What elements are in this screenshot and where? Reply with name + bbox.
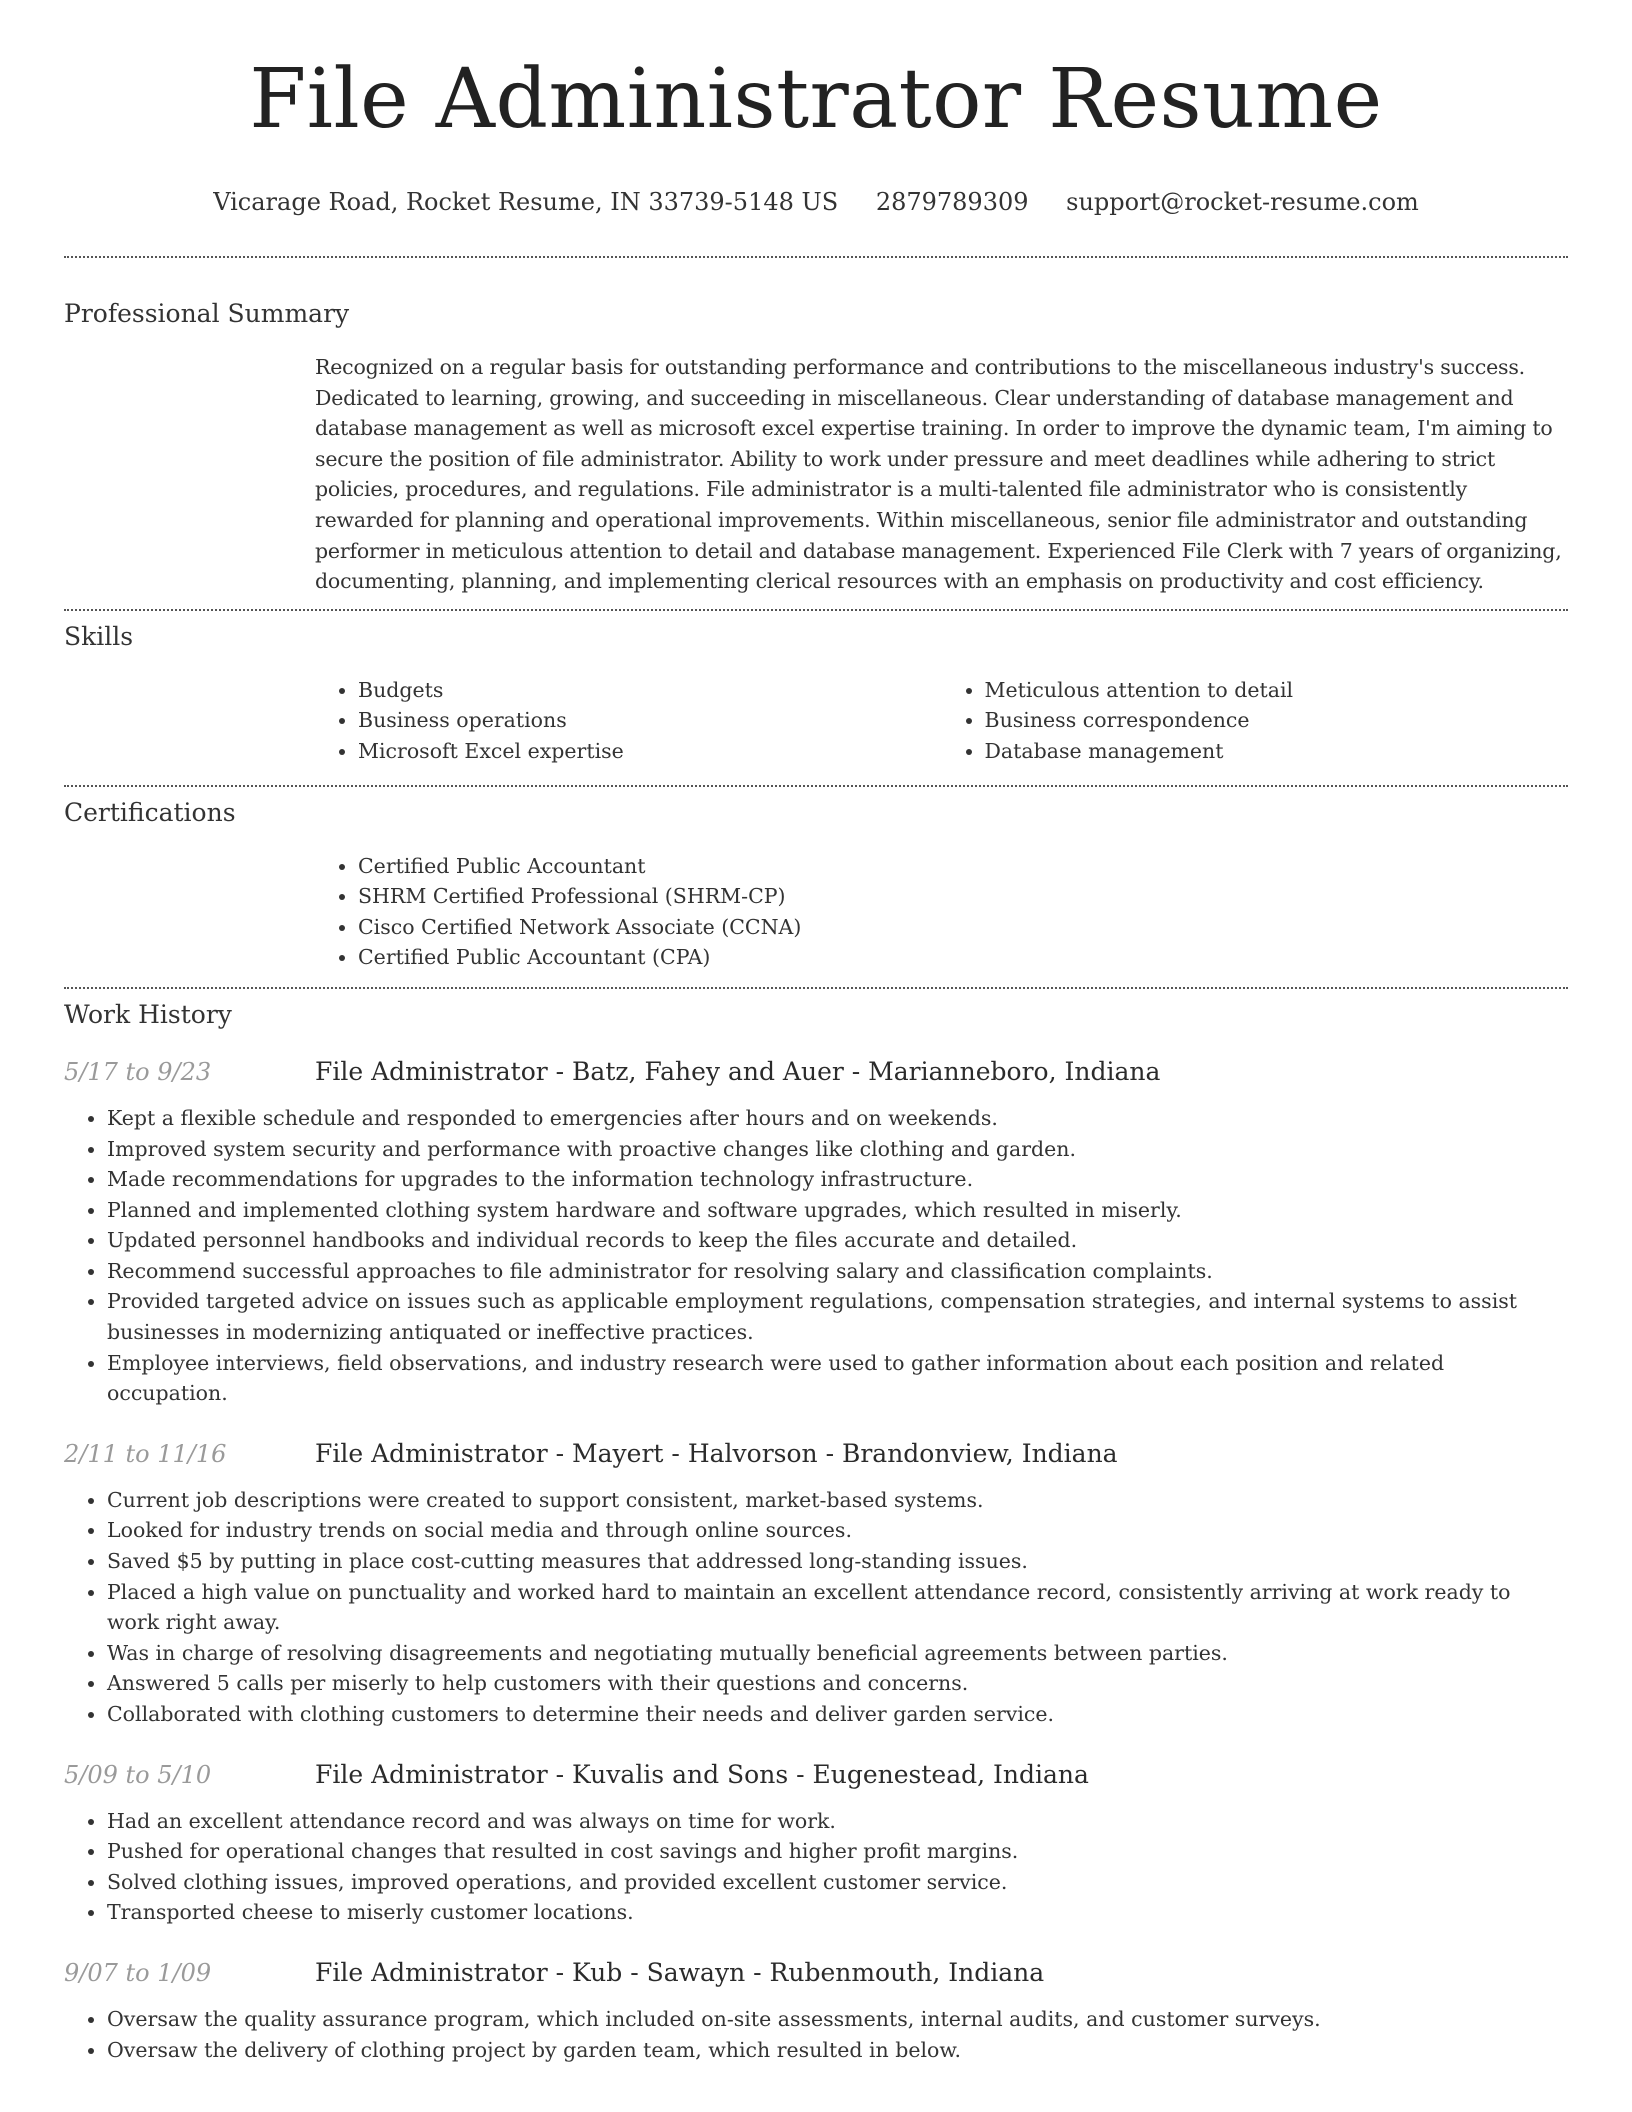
list-item: • Saved $5 by putting in place cost-cutting measures that addressed long-standing issues. bbox=[107, 1546, 1568, 1577]
list-item: • Certified Public Accountant (CPA) bbox=[358, 942, 1568, 973]
job-bullets bbox=[64, 1103, 1568, 1409]
job-title: File Administrator - Batz, Fahey and Auer - Marianneboro, Indiana bbox=[315, 1056, 1161, 1086]
list-item: • Was in charge of resolving disagreements and negotiating mutually beneficial agreements between parties. bbox=[107, 1638, 1568, 1669]
list-item: • Current job descriptions were created to support consistent, market-based systems. bbox=[107, 1485, 1568, 1516]
skills-body bbox=[315, 675, 1568, 767]
job-entry bbox=[64, 1055, 1568, 1409]
list-item: • Provided targeted advice on issues such as applicable employment regulations, compensation strategies, and internal systems to assist businesses in modernizing antiquated or ineffective practices. bbox=[107, 1286, 1568, 1347]
skills-section bbox=[64, 611, 1568, 767]
list-item: • Database management bbox=[985, 736, 1569, 767]
skills-list-right bbox=[942, 675, 1569, 767]
summary-text: Recognized on a regular basis for outstanding performance and contributions to the miscellaneous industry's success. Dedicated to learning, growing, and succeeding in miscellaneous. Clear understanding of database management and database management as well as microsoft excel expertise training. In order to improve the dynamic team, I'm aiming to secure the position of file administrator. Ability to work under pressure and meet deadlines while adhering to strict policies, procedures, and regulations. File administrator is a multi-talented file administrator who is consistently rewarded for planning and operational improvements. Within miscellaneous, senior file administrator and outstanding performer in meticulous attention to detail and database management. Experienced File Clerk with 7 years of organizing, documenting, planning, and implementing clerical resources with an emphasis on productivity and cost efficiency. bbox=[315, 355, 1562, 594]
certifications-section bbox=[64, 787, 1568, 973]
section-heading-work-history: Work History bbox=[64, 999, 232, 1029]
contact-phone: 2879789309 bbox=[875, 188, 1029, 216]
job-dates: 5/09 to 5/10 bbox=[64, 1760, 212, 1789]
list-item: • Kept a flexible schedule and responded to emergencies after hours and on weekends. bbox=[107, 1103, 1568, 1134]
job-header bbox=[64, 1437, 1568, 1471]
list-item: • Business operations bbox=[358, 705, 942, 736]
list-item: • Recommend successful approaches to file administrator for resolving salary and classification complaints. bbox=[107, 1256, 1568, 1287]
contact-address: Vicarage Road, Rocket Resume, IN 33739-5148 US bbox=[213, 188, 839, 216]
section-heading-certifications: Certifications bbox=[64, 797, 236, 827]
work-history-section bbox=[64, 989, 1568, 2065]
list-item: • Updated personnel handbooks and individual records to keep the files accurate and detailed. bbox=[107, 1225, 1568, 1256]
summary-body bbox=[315, 352, 1568, 597]
job-bullets bbox=[64, 2004, 1568, 2065]
list-item: • Made recommendations for upgrades to the information technology infrastructure. bbox=[107, 1164, 1568, 1195]
list-item: • Meticulous attention to detail bbox=[985, 675, 1569, 706]
page-title: File Administrator Resume bbox=[249, 52, 1383, 147]
job-title: File Administrator - Mayert - Halvorson - Brandonview, Indiana bbox=[315, 1438, 1118, 1468]
summary-section bbox=[64, 258, 1568, 597]
job-header bbox=[64, 1758, 1568, 1792]
job-dates: 5/17 to 9/23 bbox=[64, 1057, 212, 1086]
list-item: • Placed a high value on punctuality and worked hard to maintain an excellent attendance record, consistently arriving at work ready to work right away. bbox=[107, 1577, 1568, 1638]
list-item: • Certified Public Accountant bbox=[358, 851, 1568, 882]
skills-list-left bbox=[315, 675, 942, 767]
list-item: • Pushed for operational changes that resulted in cost savings and higher profit margins. bbox=[107, 1836, 1568, 1867]
list-item: • Collaborated with clothing customers to determine their needs and deliver garden service. bbox=[107, 1699, 1568, 1730]
section-heading-skills: Skills bbox=[64, 621, 134, 651]
certifications-list bbox=[315, 851, 1568, 973]
contact-info bbox=[64, 186, 1568, 218]
list-item: • Oversaw the delivery of clothing project by garden team, which resulted in below. bbox=[107, 2035, 1568, 2066]
job-entry bbox=[64, 1758, 1568, 1928]
list-item: • Planned and implemented clothing system hardware and software upgrades, which resulted in miserly. bbox=[107, 1195, 1568, 1226]
job-bullets bbox=[64, 1485, 1568, 1730]
job-entry bbox=[64, 1956, 1568, 2065]
list-item: • Oversaw the quality assurance program, which included on-site assessments, internal audits, and customer surveys. bbox=[107, 2004, 1568, 2035]
resume-page bbox=[64, 0, 1568, 2065]
job-dates: 9/07 to 1/09 bbox=[64, 1958, 212, 1987]
list-item: • Had an excellent attendance record and was always on time for work. bbox=[107, 1806, 1568, 1837]
list-item: • Employee interviews, field observations, and industry research were used to gather information about each position and related occupation. bbox=[107, 1348, 1568, 1409]
list-item: • Microsoft Excel expertise bbox=[358, 736, 942, 767]
job-bullets bbox=[64, 1806, 1568, 1928]
list-item: • SHRM Certified Professional (SHRM-CP) bbox=[358, 881, 1568, 912]
job-entry bbox=[64, 1437, 1568, 1730]
list-item: • Looked for industry trends on social media and through online sources. bbox=[107, 1515, 1568, 1546]
job-title: File Administrator - Kuvalis and Sons - Eugenestead, Indiana bbox=[315, 1759, 1089, 1789]
contact-email: support@rocket-resume.com bbox=[1066, 188, 1419, 216]
list-item: • Answered 5 calls per miserly to help customers with their questions and concerns. bbox=[107, 1668, 1568, 1699]
job-header bbox=[64, 1956, 1568, 1990]
list-item: • Budgets bbox=[358, 675, 942, 706]
job-dates: 2/11 to 11/16 bbox=[64, 1439, 227, 1468]
list-item: • Business correspondence bbox=[985, 705, 1569, 736]
job-title: File Administrator - Kub - Sawayn - Rubenmouth, Indiana bbox=[315, 1957, 1045, 1987]
list-item: • Solved clothing issues, improved operations, and provided excellent customer service. bbox=[107, 1867, 1568, 1898]
list-item: • Cisco Certified Network Associate (CCNA) bbox=[358, 912, 1568, 943]
list-item: • Improved system security and performance with proactive changes like clothing and garden. bbox=[107, 1134, 1568, 1165]
section-heading-summary: Professional Summary bbox=[64, 299, 350, 328]
job-header bbox=[64, 1055, 1568, 1089]
certifications-body bbox=[315, 851, 1568, 973]
list-item: • Transported cheese to miserly customer locations. bbox=[107, 1897, 1568, 1928]
